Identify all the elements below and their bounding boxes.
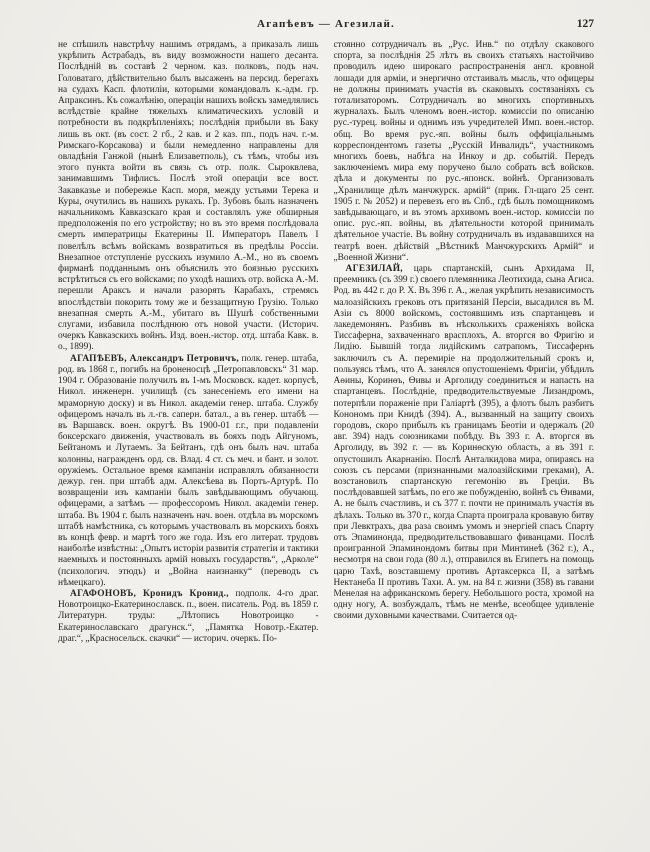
- entry-agesilaus: [334, 264, 595, 623]
- running-title: Агапѣевъ — Агезилай.: [257, 18, 395, 30]
- right-column: [334, 40, 595, 822]
- entry-agafonov: [58, 589, 319, 645]
- paragraph-text: стоянно сотрудничалъ въ „Рус. Инв.“ по отдѣлу скакового спорта, за послѣднія 25 лѣтъ въ своихъ статьяхъ настойчиво проводилъ идею широкаго распространенія англ. кровной лошади для арміи, и энергично отстаивалъ мысль, что офицеры не должны принимать участія въ скаковыхъ состязаніяхъ съ тотализаторомъ. Сотрудничалъ во многихъ спортивныхъ журналахъ. Былъ членомъ воен.-истор. комиссіи по описанію рус.-турец. войны и однимъ изъ учредителей Имп. воен.-истор. общ. Во время рус.-яп. войны былъ оффиціальнымъ корреспондентомъ газеты „Русскій Инвалидъ“, участникомъ многихъ боевъ, набѣга на Инкоу и др. событій. Передъ заключеніемъ мира ему поручено было собрать всѣ войсков. дѣла и документы по рус.-японск. войнѣ. Организовалъ „Хранилище дѣлъ манчжурск. армій“ (прик. Гл-щаго 25 сент. 1905 г. № 2052) и перевезъ его въ Спб., гдѣ былъ помощникомъ завѣдывающаго, и въ этомъ архивомъ воен.-истор. комиссіи по опис. рус.-яп. войны, въ дѣятельности которой принималъ дѣятельное участіе. Въ войну сотрудничалъ въ издававшихся на театрѣ воен. дѣйствій „Вѣстникѣ Манчжурскихъ Армій“ и „Военной Жизни“.: [333, 40, 594, 263]
- paragraph-continuation-agafonov: [334, 40, 595, 264]
- entry-headword: АГАПѢЕВЪ, Александръ Петровичъ,: [70, 353, 239, 364]
- page-header: [58, 18, 594, 30]
- page-number: 127: [576, 18, 594, 30]
- text-columns: [58, 40, 594, 822]
- entry-headword: АГАФОНОВЪ, Кронидъ Кронид.,: [70, 588, 229, 599]
- entry-agapeev: [58, 354, 319, 589]
- entry-text: подполк. 4-го драг. Новотроицко-Екатеринославск. п., воен. писатель. Род. въ 1859 г. Литературн. труды: „Лѣтопись Новотроицко - Екатеринославскаго драгунск.“, „Памятка Новотр.-Екатер. драг.“, „Красносельск. скачки“ — историч. очеркъ. По-: [58, 588, 319, 644]
- entry-text: полк. генер. штаба, род. въ 1868 г., погибъ на броненосцѣ „Петропавловскъ“ 31 мар. 1904 г. Образованіе получилъ въ 1-мъ Московск. кадет. корпусѣ, Никол. инженерн. училищѣ (съ занесеніемъ его имени на мраморную доску) и въ Никол. академіи генер. штаба. Службу офицеромъ началъ въ л.-гв. саперн. батал., а въ генер. штабѣ — въ Варшавск. воен. округѣ. Въ 1900-01 г.г., при подавленіи боксерскаго движенія, участвовалъ въ бояхъ подъ Айгуномъ, Бейтаномъ и Лутаемъ. За Бейтанъ, гдѣ онъ былъ нач. штаба колонны, награжденъ орд. св. Влад. 4 ст. съ меч. и бант. и золот. оружіемъ. Остальное время кампаніи исправлялъ обязанности дежур. ген. при штабѣ адм. Алексѣева въ Портъ-Артурѣ. По возвращеніи изъ кампаніи былъ завѣдывающимъ обучающ. офицерами, а затѣмъ — профессоромъ Никол. академіи генер. штаба. Въ 1904 г. былъ назначенъ нач. воен. отдѣла въ морскомъ штабѣ намѣстника, съ которымъ участвовалъ въ морскихъ бояхъ въ концѣ февр. и мартѣ того же года. Изъ его литерат. трудовъ наиболѣе извѣстны: „Опытъ исторіи развитія стратегіи и тактики наемныхъ и постоянныхъ армій новыхъ государствъ“, „Арколе“ (психологич. этюдъ) и „Война наизнанку“ (переводъ съ нѣмецкаго).: [58, 353, 319, 588]
- paragraph-text: не спѣшилъ навстрѣчу нашимъ отрядамъ, а приказалъ лишь укрѣпить Астрабадъ, въ виду возможности нашего десанта. Послѣдній въ составѣ 2 черном. каз. полковъ, подъ нач. Головатаго, дѣйствительно былъ высаженъ на персид. берегахъ на судахъ Касп. флотиліи, которыми командовалъ к.-адм. гр. Апраксинъ. Къ сожалѣнію, операціи нашихъ войскъ замедлялись вслѣдствіе крайне тяжелыхъ климатическихъ условій и потребности въ подкрѣпленіяхъ; послѣднія прибыли въ Баку лишь въ окт. (въ сост. 2 гб., 2 кав. и 2 каз. пп., подъ нач. г.-м. Римскаго-Корсакова) и были немедленно направлены для овладѣнія Ганжой (нынѣ Елизаветполь), съ тѣмъ, чтобы изъ этого пункта войти въ связь съ отр. полк. Сыроквлева, занимавшимъ Тифлисъ. Послѣ этой операціи все вост. Закавказье и побережье Касп. моря, между устьями Терека и Куры, очутились въ нашихъ рукахъ. Гр. Зубовъ былъ назначенъ начальникомъ Кавказскаго края и составлялъ уже обширныя предположенія по его устройству; но въ это время послѣдовала смерть императрицы Екатерины II. Императоръ Павелъ I повелѣлъ всѣмъ войскамъ возвратиться въ предѣлы Россіи. Внезапное отступленіе русскихъ изумило А.-М., но въ своемъ фирманѣ подданнымъ онъ объяснилъ это боязнью русскихъ встрѣтиться съ его войсками; по уходѣ нашихъ отр. войска А.-М. перешли Араксъ и начали разорять Карабахъ, стремясь впослѣдствіи покорить тому же и беззащитную Грузію. Только внезапная смерть А.-М., убитаго въ Шушѣ собственными слугами, избавила послѣднюю отъ новой участи. (Историч. очеркъ Кавказскихъ войнъ. Изд. воен.-истор. отд. штаба Кавк. в. о., 1899).: [58, 40, 319, 353]
- entry-text: царь спартанскій, сынъ Архидама II, преемникъ (съ 399 г.) своего племянника Леотихида, сына Агиса. Род. въ 442 г. до Р. Х. Въ 396 г. А., желая укрѣпить независимость малоазійскихъ грековъ отъ притязаній Персіи, высадился въ М. Азіи съ 8000 войскомъ, состоявшимъ изъ спартанцевъ и лакедемонянъ. Разбивъ въ нѣсколькихъ сраженіяхъ войска Тиссаферна, захваченнаго врасплохъ, А. вторгся во Фригію и Лидію. Бывшій тогда лидійскимъ сатрапомъ, Тиссафернъ заключилъ съ А. перемиріе на продолжительный срокъ и, пользуясь тѣмъ, что А. занялся опустошеніемъ Фригіи, убѣдилъ Аѳины, Коринѳъ, Ѳивы и Арголиду соединиться и напасть на спартанцевъ. Послѣдніе, предводительствуемые Лизандромъ, потерпѣли пораженіе при Галіартѣ (395), а флотъ былъ разбитъ Конономъ при Книдѣ (394). А., вызванный на защиту своихъ городовъ, скоро прибылъ къ границамъ Беотіи и одержалъ (20 авг. 394) надъ союзниками побѣду. Въ 393 г. А. вторгся въ Арголиду, въ 392 г. — въ Коринѳскую область, а въ 391 г. опустошилъ Акарнанію. Послѣ Анталкидова мира, опираясь на союзъ съ персами (признанными малоазійскими греками), А. возстановилъ спартанскую гегемонію въ Греціи. Въ послѣдовавшей затѣмъ, по его же побужденію, войнѣ съ Ѳивами, А. не былъ счастливъ, и съ 377 г. почти не принималъ участія въ дѣлахъ. Только въ 370 г., когда Спарта проиграла кровавую битву при Левктрахъ, два раза своимъ умомъ и энергіей спасъ Спарту отъ Эпаминонда, предводительствовавшаго фиванцами. Послѣ проигранной Эпаминондомъ битвы при Минтинеѣ (362 г.), А., несмотря на свои года (80 л.), отправился въ Египетъ на помощь царю Тахѣ, возставшему противъ Артаксеркса II, а затѣмъ Нектанеба II противъ Тахи. А. ум. на 84 г. жизни (358) въ гавани Менелая на африканскомъ берегу. Небольшого роста, хромой на одну ногу, А. возбуждалъ, тѣмъ не менѣе, всеобщее удивленіе своими духовными качествами. Считается од-: [333, 264, 594, 622]
- paragraph-continuation-agamohammed: [58, 40, 319, 354]
- left-column: [58, 40, 319, 822]
- entry-headword: АГЕЗИЛАЙ,: [345, 264, 403, 275]
